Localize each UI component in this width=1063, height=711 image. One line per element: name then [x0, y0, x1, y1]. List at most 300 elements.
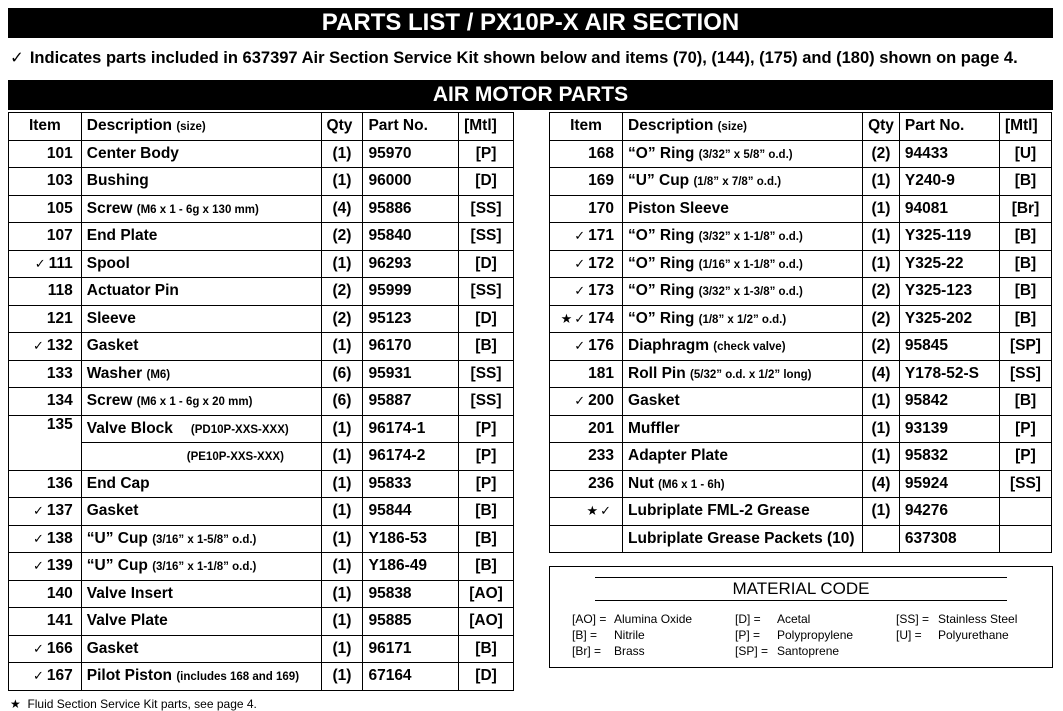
- model-text: (PE10P-XXS-XXX): [186, 451, 284, 464]
- item-number: 168: [588, 144, 615, 162]
- table-row: [550, 360, 1052, 388]
- check-mark-icon: ✓: [574, 393, 586, 409]
- desc-text: Diaphragm: [628, 337, 709, 355]
- item-number: 133: [46, 364, 73, 382]
- item-number: 141: [46, 612, 73, 630]
- check-mark-icon: ✓: [32, 503, 44, 519]
- desc-text: Spool: [86, 254, 130, 272]
- desc-cell: [623, 305, 863, 333]
- desc-cell: [623, 140, 863, 168]
- table-header-row: [9, 113, 514, 141]
- item-cell: [9, 498, 82, 526]
- mtl-cell: [AO]: [459, 580, 514, 608]
- desc-cell: [81, 333, 321, 361]
- model-text: (PD10P-XXS-XXX): [190, 423, 289, 436]
- mtl-cell: [B]: [999, 168, 1051, 196]
- desc-cell: [81, 360, 321, 388]
- item-number: 176: [588, 337, 615, 355]
- item-number: 171: [588, 227, 615, 245]
- item-number: 132: [46, 337, 73, 355]
- desc-text: Nut: [628, 474, 654, 492]
- item-number: 118: [47, 282, 73, 300]
- item-cell: [9, 278, 82, 306]
- qty-cell: (6): [321, 388, 363, 416]
- qty-cell: (2): [863, 278, 900, 306]
- table-row: [9, 333, 514, 361]
- mtl-cell: [SS]: [459, 223, 514, 251]
- mtl-cell: [D]: [459, 305, 514, 333]
- mtl-cell: [P]: [459, 415, 514, 443]
- kit-note-text: Indicates parts included in 637397 Air Section Service Kit shown below and items (70), (144), (175) and (180) shown on page 4.: [29, 49, 1018, 67]
- material-code: [U] =: [896, 628, 922, 642]
- qty-cell: (4): [863, 470, 900, 498]
- table-row: [9, 250, 514, 278]
- size-text: (3/32” x 1-3/8” o.d.): [698, 286, 803, 299]
- mtl-cell: [B]: [999, 278, 1051, 306]
- header-description: [623, 113, 863, 141]
- qty-cell: (1): [321, 443, 363, 471]
- item-cell: [9, 223, 82, 251]
- material-name: Polypropylene: [777, 628, 854, 642]
- qty-cell: (1): [863, 168, 900, 196]
- mtl-cell: [SP]: [999, 333, 1051, 361]
- item-cell: [9, 470, 82, 498]
- table-row: [550, 415, 1052, 443]
- item-cell: [550, 140, 623, 168]
- item-number: 233: [588, 447, 615, 465]
- desc-cell: [81, 470, 321, 498]
- qty-cell: (1): [321, 498, 363, 526]
- qty-cell: (1): [321, 635, 363, 663]
- desc-text: Adapter Plate: [628, 447, 728, 465]
- table-row: [550, 168, 1052, 196]
- desc-text: “U” Cup: [86, 557, 148, 575]
- desc-text: Screw: [86, 199, 133, 217]
- check-mark-icon: ✓: [600, 503, 612, 519]
- qty-cell: (1): [863, 498, 900, 526]
- item-cell: [9, 388, 82, 416]
- mtl-cell: [B]: [459, 635, 514, 663]
- material-code-column: [896, 611, 1017, 643]
- item-cell: [550, 168, 623, 196]
- item-cell: [9, 663, 82, 691]
- desc-text: “U” Cup: [628, 172, 690, 190]
- qty-cell: (1): [863, 415, 900, 443]
- item-cell: [550, 470, 623, 498]
- item-number: 167: [46, 667, 73, 685]
- qty-cell: (2): [321, 305, 363, 333]
- item-number: 140: [46, 584, 73, 602]
- qty-cell: (1): [321, 415, 363, 443]
- item-cell: [550, 525, 623, 553]
- item-cell: [550, 250, 623, 278]
- table-row: [550, 498, 1052, 526]
- desc-text: Lubriplate FML-2 Grease: [628, 502, 810, 520]
- desc-text: Bushing: [86, 172, 149, 190]
- size-text: (M6 x 1 - 6g x 20 mm): [136, 396, 253, 409]
- item-number: 200: [588, 392, 615, 410]
- material-name: Nitrile: [614, 628, 645, 642]
- table-row: [550, 443, 1052, 471]
- material-code-title: MATERIAL CODE: [595, 577, 1007, 601]
- table-row: [550, 278, 1052, 306]
- table-row: [9, 223, 514, 251]
- mtl-cell: [P]: [999, 415, 1051, 443]
- check-mark-icon: ✓: [32, 338, 44, 354]
- desc-text: Pilot Piston: [86, 667, 172, 685]
- item-cell: [550, 195, 623, 223]
- desc-text: “U” Cup: [86, 529, 148, 547]
- item-number: 107: [46, 227, 73, 245]
- mtl-cell: [999, 525, 1051, 553]
- mtl-cell: [D]: [459, 250, 514, 278]
- star-icon: ★: [10, 697, 21, 711]
- qty-cell: (2): [321, 278, 363, 306]
- table-row: [9, 443, 514, 471]
- desc-text: “O” Ring: [628, 144, 695, 162]
- qty-cell: (2): [863, 305, 900, 333]
- part-cell: Y325-123: [899, 278, 999, 306]
- check-mark-icon: ✓: [32, 640, 44, 656]
- qty-cell: (1): [863, 250, 900, 278]
- table-row: [550, 250, 1052, 278]
- item-cell: [550, 223, 623, 251]
- qty-cell: (1): [321, 608, 363, 636]
- desc-cell: [623, 168, 863, 196]
- material-code-entry: [572, 611, 692, 627]
- table-row: [550, 333, 1052, 361]
- header-description-label: Description: [628, 117, 714, 135]
- qty-cell: (1): [321, 580, 363, 608]
- table-row: [550, 525, 1052, 553]
- desc-cell: [81, 635, 321, 663]
- desc-cell: [81, 443, 321, 471]
- desc-cell: [623, 360, 863, 388]
- material-code-entry: [735, 627, 853, 643]
- mtl-cell: [B]: [459, 498, 514, 526]
- material-code: [Br] =: [572, 644, 602, 658]
- item-number: 139: [46, 557, 73, 575]
- part-cell: 95845: [899, 333, 999, 361]
- item-number: 111: [48, 254, 73, 272]
- desc-cell: [623, 388, 863, 416]
- desc-cell: [623, 498, 863, 526]
- size-text: (3/32” x 1-1/8” o.d.): [698, 231, 803, 244]
- item-number: 134: [46, 392, 73, 410]
- desc-cell: [623, 443, 863, 471]
- material-code: [AO] =: [572, 612, 607, 626]
- item-number: 103: [46, 172, 73, 190]
- desc-cell: [81, 415, 321, 443]
- item-cell: [550, 498, 623, 526]
- qty-cell: (4): [321, 195, 363, 223]
- material-code-entry: [572, 627, 692, 643]
- material-name: Stainless Steel: [938, 612, 1018, 626]
- table-row: [9, 415, 514, 443]
- desc-text: Valve Plate: [86, 612, 168, 630]
- mtl-cell: [B]: [999, 250, 1051, 278]
- desc-cell: [623, 195, 863, 223]
- item-number: 136: [46, 474, 73, 492]
- check-mark-icon: ✓: [10, 49, 24, 67]
- part-cell: 96171: [363, 635, 459, 663]
- table-row: [9, 140, 514, 168]
- part-cell: 96174-2: [363, 443, 459, 471]
- table-row: [9, 525, 514, 553]
- mtl-cell: [P]: [999, 443, 1051, 471]
- part-cell: Y178-52-S: [899, 360, 999, 388]
- qty-cell: (2): [863, 140, 900, 168]
- table-row: [550, 195, 1052, 223]
- material-code: [SP] =: [735, 644, 769, 658]
- item-cell: [9, 140, 82, 168]
- desc-text: End Cap: [86, 474, 150, 492]
- item-cell: [550, 443, 623, 471]
- check-mark-icon: ✓: [574, 228, 586, 244]
- item-number: 138: [46, 529, 73, 547]
- item-number: 166: [46, 639, 73, 657]
- desc-text: End Plate: [86, 227, 158, 245]
- star-icon: ★: [560, 310, 573, 326]
- material-name: Santoprene: [777, 644, 840, 658]
- check-mark-icon: ✓: [574, 310, 586, 326]
- size-text: (5/32” o.d. x 1/2” long): [690, 368, 812, 381]
- material-name: Polyurethane: [938, 628, 1009, 642]
- mtl-cell: [SS]: [459, 278, 514, 306]
- mtl-cell: [SS]: [459, 195, 514, 223]
- qty-cell: (1): [321, 553, 363, 581]
- size-text: (M6 x 1 - 6g x 130 mm): [136, 203, 259, 216]
- desc-text: Actuator Pin: [86, 282, 179, 300]
- page-title: PARTS LIST / PX10P-X AIR SECTION: [8, 8, 1053, 38]
- size-text: (1/8” x 1/2” o.d.): [698, 313, 787, 326]
- table-header-row: [550, 113, 1052, 141]
- mtl-cell: [B]: [999, 388, 1051, 416]
- size-text: (3/16” x 1-1/8” o.d.): [152, 561, 257, 574]
- item-cell: [9, 553, 82, 581]
- part-cell: 95924: [899, 470, 999, 498]
- desc-cell: [623, 525, 863, 553]
- item-cell: [9, 525, 82, 553]
- qty-cell: (1): [321, 250, 363, 278]
- desc-text: Gasket: [628, 392, 680, 410]
- table-row: [9, 580, 514, 608]
- part-cell: Y325-202: [899, 305, 999, 333]
- item-cell: [9, 360, 82, 388]
- desc-cell: [81, 608, 321, 636]
- part-cell: 95970: [363, 140, 459, 168]
- header-item: Item: [550, 113, 623, 141]
- kit-note: [10, 48, 1018, 68]
- size-text: (check valve): [713, 341, 786, 354]
- mtl-cell: [B]: [999, 223, 1051, 251]
- header-part-no: Part No.: [899, 113, 999, 141]
- part-cell: 95833: [363, 470, 459, 498]
- material-name: Brass: [614, 644, 645, 658]
- desc-text: Roll Pin: [628, 364, 686, 382]
- desc-cell: [81, 525, 321, 553]
- desc-text: “O” Ring: [628, 282, 695, 300]
- table-row: [550, 223, 1052, 251]
- mtl-cell: [U]: [999, 140, 1051, 168]
- part-cell: Y240-9: [899, 168, 999, 196]
- desc-text: Lubriplate Grease Packets (10): [628, 529, 855, 547]
- part-cell: 95832: [899, 443, 999, 471]
- desc-cell: [623, 333, 863, 361]
- desc-text: Sleeve: [86, 309, 136, 327]
- item-cell: [9, 195, 82, 223]
- material-code-box: [549, 566, 1053, 668]
- part-cell: 95887: [363, 388, 459, 416]
- desc-cell: [623, 470, 863, 498]
- item-cell: [550, 278, 623, 306]
- part-cell: 96293: [363, 250, 459, 278]
- item-cell: [550, 360, 623, 388]
- qty-cell: [863, 525, 900, 553]
- part-cell: 95840: [363, 223, 459, 251]
- qty-cell: (4): [863, 360, 900, 388]
- table-row: [550, 140, 1052, 168]
- desc-cell: [81, 580, 321, 608]
- item-number: 201: [588, 419, 615, 437]
- item-cell: [9, 305, 82, 333]
- part-cell: 95842: [899, 388, 999, 416]
- header-size-label: (size): [717, 121, 747, 134]
- item-cell: [9, 333, 82, 361]
- material-name: Alumina Oxide: [614, 612, 693, 626]
- item-cell: [9, 608, 82, 636]
- table-row: [9, 553, 514, 581]
- part-cell: Y186-53: [363, 525, 459, 553]
- item-number: 170: [588, 199, 615, 217]
- table-row: [9, 608, 514, 636]
- material-code: [SS] =: [896, 612, 930, 626]
- qty-cell: (1): [321, 333, 363, 361]
- desc-text: Valve Block: [86, 419, 173, 437]
- mtl-cell: [AO]: [459, 608, 514, 636]
- check-mark-icon: ✓: [32, 530, 44, 546]
- qty-cell: (1): [863, 195, 900, 223]
- table-row: [9, 305, 514, 333]
- desc-text: Piston Sleeve: [628, 199, 729, 217]
- section-title: AIR MOTOR PARTS: [8, 80, 1053, 110]
- mtl-cell: [SS]: [459, 388, 514, 416]
- qty-cell: (1): [863, 388, 900, 416]
- desc-cell: [81, 498, 321, 526]
- desc-text: Gasket: [86, 639, 139, 657]
- material-code: [B] =: [572, 628, 598, 642]
- parts-table-right: [549, 112, 1052, 553]
- part-cell: 95838: [363, 580, 459, 608]
- header-description-label: Description: [86, 117, 173, 135]
- size-text: (1/16” x 1-1/8” o.d.): [698, 258, 803, 271]
- check-mark-icon: ✓: [574, 255, 586, 271]
- part-cell: 94276: [899, 498, 999, 526]
- item-number: 137: [46, 502, 73, 520]
- item-cell: 135: [9, 415, 82, 470]
- qty-cell: (2): [321, 223, 363, 251]
- mtl-cell: [999, 498, 1051, 526]
- item-number: 172: [588, 254, 615, 272]
- check-mark-icon: ✓: [574, 283, 586, 299]
- desc-text: Center Body: [86, 144, 179, 162]
- part-cell: 94433: [899, 140, 999, 168]
- footnote: [10, 697, 257, 711]
- table-row: [9, 360, 514, 388]
- item-number: 169: [588, 172, 615, 190]
- check-mark-icon: ✓: [32, 668, 44, 684]
- material-code-entry: [735, 611, 853, 627]
- mtl-cell: [Br]: [999, 195, 1051, 223]
- part-cell: Y325-22: [899, 250, 999, 278]
- check-mark-icon: ✓: [574, 338, 586, 354]
- part-cell: Y186-49: [363, 553, 459, 581]
- material-code-column: [735, 611, 853, 659]
- qty-cell: (1): [321, 525, 363, 553]
- part-cell: 96000: [363, 168, 459, 196]
- header-size-label: (size): [176, 121, 206, 134]
- part-cell: 95999: [363, 278, 459, 306]
- mtl-cell: [B]: [459, 553, 514, 581]
- desc-text: Muffler: [628, 419, 680, 437]
- size-text: (M6 x 1 - 6h): [658, 478, 725, 491]
- item-cell: [9, 250, 82, 278]
- star-icon: ★: [586, 503, 599, 519]
- desc-cell: [623, 250, 863, 278]
- header-description: [81, 113, 321, 141]
- material-code-entry: [572, 643, 692, 659]
- desc-cell: [623, 415, 863, 443]
- desc-text: “O” Ring: [628, 227, 695, 245]
- table-row: [9, 635, 514, 663]
- desc-cell: [81, 168, 321, 196]
- desc-cell: [81, 278, 321, 306]
- qty-cell: (1): [863, 223, 900, 251]
- desc-cell: [81, 553, 321, 581]
- check-mark-icon: ✓: [34, 255, 46, 271]
- mtl-cell: [P]: [459, 443, 514, 471]
- desc-cell: [81, 250, 321, 278]
- parts-table-left: [8, 112, 514, 691]
- material-code: [P] =: [735, 628, 761, 642]
- item-number: 101: [46, 144, 73, 162]
- item-number: 236: [588, 474, 615, 492]
- footnote-text: Fluid Section Service Kit parts, see page 4.: [27, 697, 257, 711]
- table-row: [550, 388, 1052, 416]
- material-code-entry: [896, 627, 1017, 643]
- desc-text: Screw: [86, 392, 133, 410]
- qty-cell: (2): [863, 333, 900, 361]
- desc-cell: [81, 195, 321, 223]
- mtl-cell: [B]: [999, 305, 1051, 333]
- desc-text: Gasket: [86, 502, 139, 520]
- mtl-cell: [SS]: [999, 360, 1051, 388]
- table-row: [9, 195, 514, 223]
- item-number: 121: [46, 309, 73, 327]
- qty-cell: (1): [321, 168, 363, 196]
- size-text: (1/8” x 7/8” o.d.): [693, 176, 782, 189]
- mtl-cell: [D]: [459, 663, 514, 691]
- mtl-cell: [B]: [459, 333, 514, 361]
- part-cell: 67164: [363, 663, 459, 691]
- part-cell: 95931: [363, 360, 459, 388]
- item-cell: [550, 388, 623, 416]
- part-cell: 95123: [363, 305, 459, 333]
- part-cell: Y325-119: [899, 223, 999, 251]
- desc-cell: [81, 223, 321, 251]
- item-cell: [550, 333, 623, 361]
- item-number: 181: [588, 364, 615, 382]
